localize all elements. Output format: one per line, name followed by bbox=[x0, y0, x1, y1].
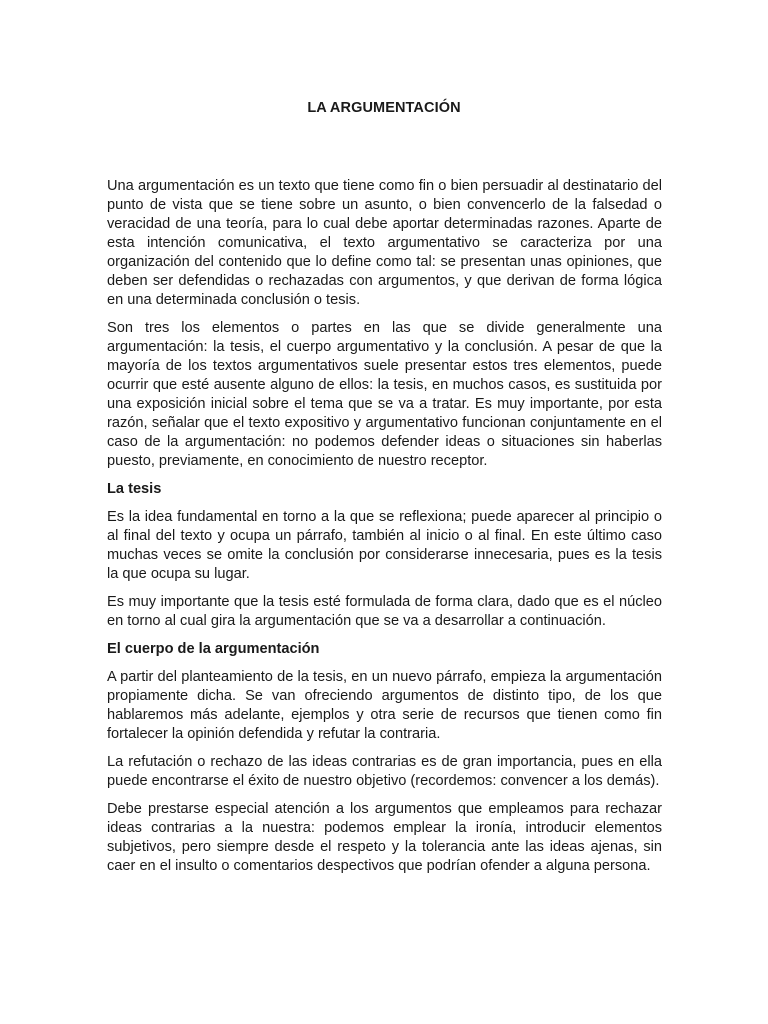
page-title: LA ARGUMENTACIÓN bbox=[307, 100, 461, 116]
paragraph-elements: Son tres los elementos o partes en las que se divide generalmente una argumentación: la tesis, el cuerpo argumentativo y la conclusión. A pesar de que la mayoría de los textos argumentativos suele presentar estos tres elementos, puede ocurrir que esté ausente alguno de ellos: la tesis, en muchos casos, es sustituida por una exposición inicial sobre el tema que se va a tratar. Es muy importante, por esta razón, señalar que el texto expositivo y argumentativo funcionan conjuntamente en el caso de la argumentación: no podemos defender ideas o situaciones sin haberlas puesto, previamente, en conocimiento de nuestro receptor. bbox=[107, 320, 662, 469]
paragraph-intro: Una argumentación es un texto que tiene como fin o bien persuadir al destinatario del punto de vista que se tiene sobre un asunto, o bien convencerlo de la falsedad o veracidad de una teoría, para lo cual debe aportar determinadas razones. Aparte de esta intención comunicativa, el texto argumentativo se caracteriza por una organización del contenido que lo define como tal: se presentan unas opiniones, que deben ser defendidas o rechazadas con argumentos, y que derivan de forma lógica en una determinada conclusión o tesis. bbox=[107, 178, 662, 308]
document-body bbox=[107, 177, 662, 885]
paragraph-atencion: Debe prestarse especial atención a los argumentos que empleamos para rechazar ideas contrarias a la nuestra: podemos emplear la ironía, introducir elementos subjetivos, pero siempre desde el respeto y la tolerancia ante las ideas ajenas, sin caer en el insulto o comentarios despectivos que podrían ofender a alguna persona. bbox=[107, 801, 662, 874]
section-heading-cuerpo: El cuerpo de la argumentación bbox=[107, 641, 320, 657]
paragraph-cuerpo-intro: A partir del planteamiento de la tesis, en un nuevo párrafo, empieza la argumentación propiamente dicha. Se van ofreciendo argumentos de distinto tipo, de los que hablaremos más adelante, ejemplos y otra serie de recursos que tienen como fin fortalecer la opinión defendida y refutar la contraria. bbox=[107, 669, 662, 742]
paragraph-tesis-importance: Es muy importante que la tesis esté formulada de forma clara, dado que es el núcleo en torno al cual gira la argumentación que se va a desarrollar a continuación. bbox=[107, 594, 662, 629]
paragraph-tesis-definition: Es la idea fundamental en torno a la que se reflexiona; puede aparecer al principio o al final del texto y ocupa un párrafo, también al inicio o al final. En este último caso muchas veces se omite la conclusión por considerarse innecesaria, pues es la tesis la que ocupa su lugar. bbox=[107, 509, 662, 582]
section-heading-tesis: La tesis bbox=[107, 481, 162, 497]
paragraph-refutacion: La refutación o rechazo de las ideas contrarias es de gran importancia, pues en ella puede encontrarse el éxito de nuestro objetivo (recordemos: convencer a los demás). bbox=[107, 754, 662, 789]
